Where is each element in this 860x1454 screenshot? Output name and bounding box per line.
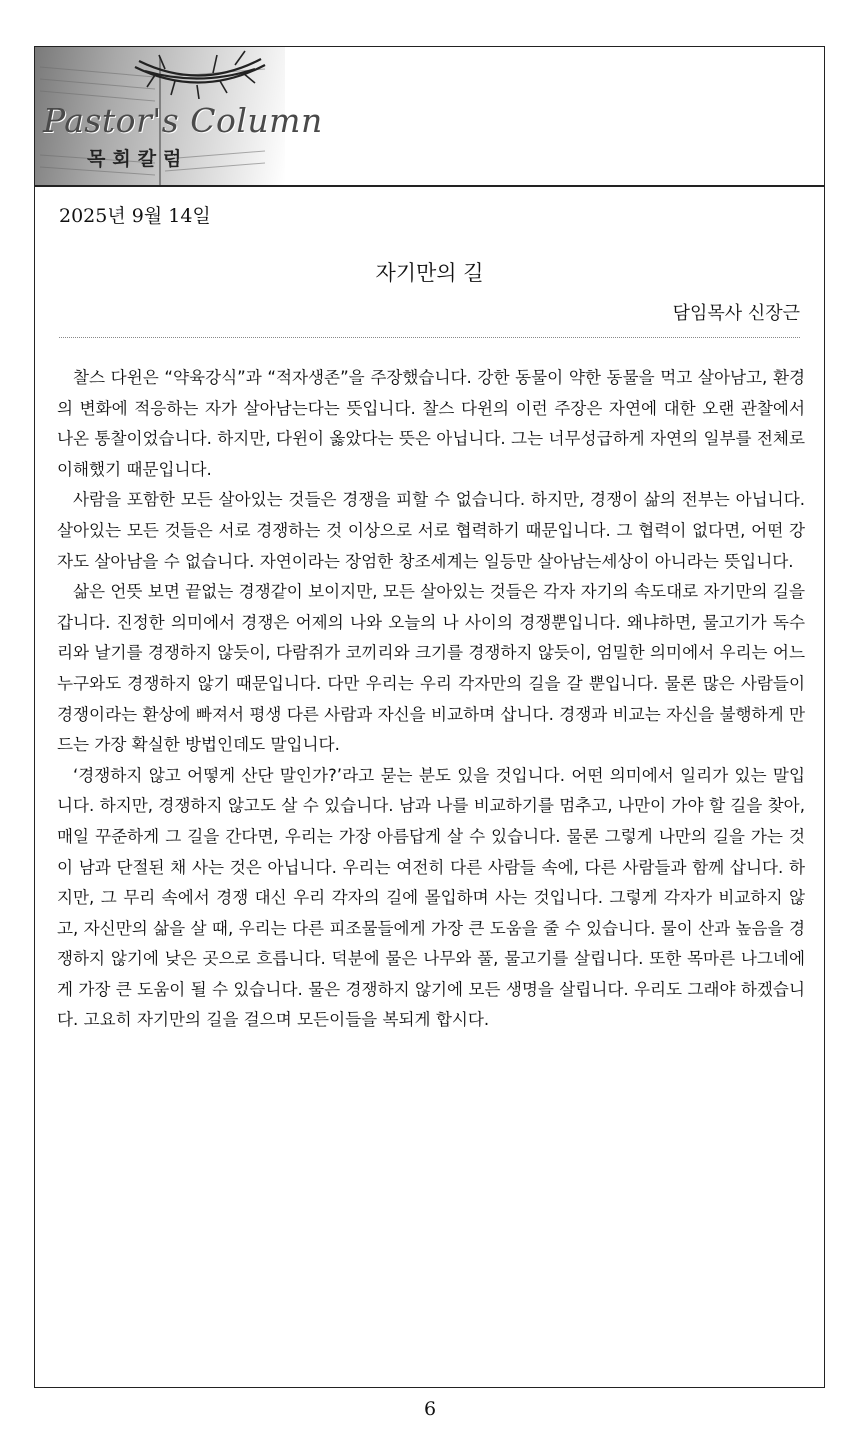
column-header — [35, 47, 824, 187]
paragraph: 삶은 언뜻 보면 끝없는 경쟁같이 보이지만, 모든 살아있는 것들은 각자 자기의 속도대로 자기만의 길을 갑니다. 진정한 의미에서 경쟁은 어제의 나와 오늘의 나 사이의 경쟁뿐입니다. 왜냐하면, 물고기가 독수리와 날기를 경쟁하지 않듯이, 다람쥐가 코끼리와 크기를 경쟁하지 않듯이, 엄밀한 의미에서 우리는 어느 누구와도 경쟁하지 않기 때문입니다. 다만 우리는 우리 각자만의 길을 갈 뿐입니다. 물론 많은 사람들이 경쟁이라는 환상에 빠져서 평생 다른 사람과 자신을 비교하며 삽니다. 경쟁과 비교는 자신을 불행하게 만드는 가장 확실한 방법인데도 말입니다. — [57, 582, 805, 755]
paragraph: ‘경쟁하지 않고 어떻게 산단 말인가?’라고 묻는 분도 있을 것입니다. 어떤 의미에서 일리가 있는 말입니다. 하지만, 경쟁하지 않고도 살 수 있습니다. 남과 나를 비교하기를 멈추고, 나만이 가야 할 길을 찾아, 매일 꾸준하게 그 길을 간다면, 우리는 가장 아름답게 살 수 있습니다. 물론 그렇게 나만의 길을 가는 것이 남과 단절된 채 사는 것은 아닙니다. 우리는 여전히 다른 사람들 속에, 다른 사람들과 함께 삽니다. 하지만, 그 무리 속에서 경쟁 대신 우리 각자의 길에 몰입하며 사는 것입니다. 그렇게 각자가 비교하지 않고, 자신만의 삶을 살 때, 우리는 다른 피조물들에게 가장 큰 도움을 줄 수 있습니다. 물이 산과 높음을 경쟁하지 않기에 낮은 곳으로 흐릅니다. 덕분에 물은 나무와 풀, 물고기를 살립니다. 또한 목마른 나그네에게 가장 큰 도움이 될 수 있습니다. 물은 경쟁하지 않기에 모든 생명을 살립니다. 우리도 그래야 하겠습니다. 고요히 자기만의 길을 걸으며 모든이들을 복되게 합시다. — [57, 765, 805, 1030]
crown-of-thorns-icon — [125, 47, 275, 99]
article-body — [57, 363, 805, 1036]
paragraph: 찰스 다윈은 “약육강식”과 “적자생존”을 주장했습니다. 강한 동물이 약한 동물을 먹고 살아남고, 환경의 변화에 적응하는 자가 살아남는다는 뜻입니다. 찰스 다윈의 이런 주장은 자연에 대한 오랜 관찰에서 나온 통찰이었습니다. 하지만, 다윈이 옳았다는 뜻은 아닙니다. 그는 너무성급하게 자연의 일부를 전체로 이해했기 때문입니다. — [57, 368, 805, 479]
dotted-divider — [59, 337, 800, 338]
paragraph: 사람을 포함한 모든 살아있는 것들은 경쟁을 피할 수 없습니다. 하지만, 경쟁이 삶의 전부는 아닙니다. 살아있는 모든 것들은 서로 경쟁하는 것 이상으로 서로 협력하기 때문입니다. 그 협력이 없다면, 어떤 강자도 살아남을 수 없습니다. 자연이라는 장엄한 창조세계는 일등만 살아남는세상이 아니라는 뜻입니다. — [57, 490, 805, 571]
column-title: Pastor's Column — [43, 101, 323, 140]
column-frame — [34, 46, 825, 1388]
article-author: 담임목사 신장근 — [672, 303, 800, 324]
column-subtitle: 목회칼럼 — [87, 148, 189, 170]
page-number: 6 — [423, 1398, 437, 1420]
article-title: 자기만의 길 — [375, 261, 484, 285]
article-date: 2025년 9월 14일 — [59, 205, 211, 227]
